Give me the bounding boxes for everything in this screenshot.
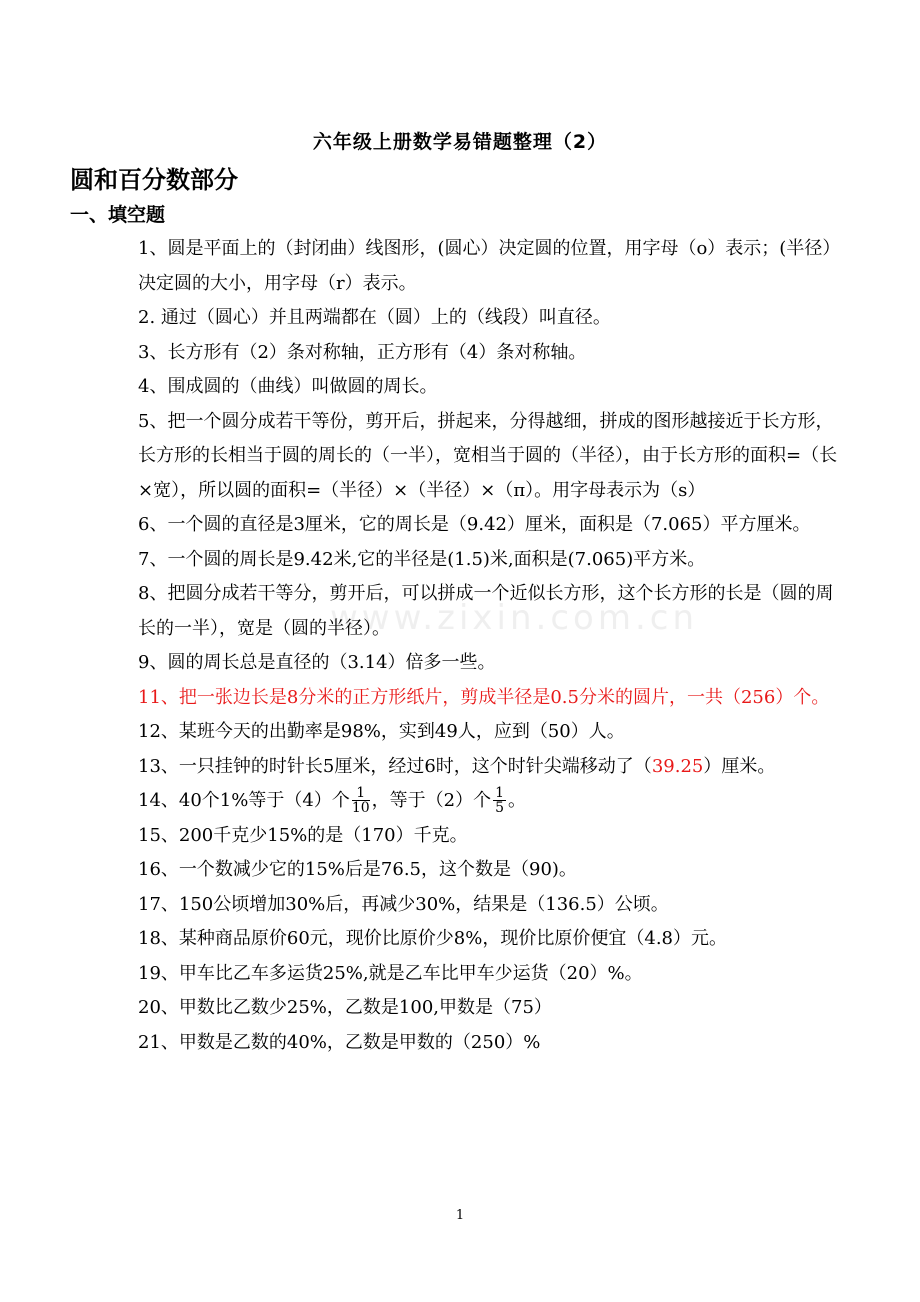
question-16: 16、一个数减少它的15%后是76.5，这个数是（90)。 <box>138 859 577 880</box>
fraction-one-fifth <box>493 786 506 812</box>
question-3: 3、长方形有（2）条对称轴，正方形有（4）条对称轴。 <box>138 341 587 363</box>
question-7: 7、一个圆的周长是9.42米,它的半径是(1.5)米,面积是(7.065)平方米。 <box>138 548 706 570</box>
question-15: 15、200千克少15%的是（170）千克。 <box>138 824 468 846</box>
question-14-text-b: ，等于（2）个 <box>371 790 492 811</box>
question-2: 2. 通过（圆心）并且两端都在（圆）上的（线段）叫直径。 <box>138 307 611 328</box>
question-13 <box>138 750 838 785</box>
question-21: 21、甲数是乙数的40%，乙数是甲数的（250）% <box>138 1031 541 1053</box>
question-17: 17、150公顷增加30%后，再减少30%，结果是（136.5）公顷。 <box>138 893 669 915</box>
question-8: 8、把圆分成若干等分，剪开后，可以拼成一个近似长方形，这个长方形的长是（圆的周长的一半），宽是（圆的半径）。 <box>138 583 834 639</box>
section-heading: 圆和百分数部分 <box>70 166 238 194</box>
page-title: 六年级上册数学易错题整理（2） <box>312 131 608 153</box>
question-13-text-a: 13、一只挂钟的时针长5厘米，经过6时，这个时针尖端移动了（ <box>138 755 652 777</box>
question-6: 6、一个圆的直径是3厘米，它的周长是（9.42）厘米，面积是（7.065）平方厘米。 <box>138 514 811 535</box>
question-19: 19、甲车比乙车多运货25%,就是乙车比甲车少运货（20）%。 <box>138 962 643 984</box>
page-number: 1 <box>455 1208 465 1223</box>
subsection-heading: 一、填空题 <box>70 204 166 226</box>
question-9: 9、圆的周长总是直径的（3.14）倍多一些。 <box>138 652 496 673</box>
question-13-answer: 39.25 <box>651 755 704 777</box>
question-1: 1、圆是平面上的（封闭曲）线图形，(圆心）决定圆的位置，用字母（o）表示；(半径）决定圆的大小，用字母（r）表示。 <box>138 238 832 294</box>
question-14-text-a: 14、40个1%等于（4）个 <box>138 790 350 811</box>
fraction-one-tenth <box>352 786 370 812</box>
question-5: 5、把一个圆分成若干等份，剪开后，拼起来，分得越细，拼成的图形越接近于长方形，长方形的长相当于圆的周长的（一半），宽相当于圆的（半径），由于长方形的面积=（长×宽），所以圆的面积=（半径）×（半径）×（π）。用字母表示为（s） <box>138 410 838 501</box>
fraction-denominator: 10 <box>351 801 370 812</box>
question-4: 4、围成圆的（曲线）叫做圆的周长。 <box>138 376 438 397</box>
fraction-numerator: 1 <box>495 785 505 801</box>
question-18: 18、某种商品原价60元，现价比原价少8%，现价比原价便宜（4.8）元。 <box>138 928 727 949</box>
fraction-numerator: 1 <box>352 786 370 801</box>
question-20: 20、甲数比乙数少25%，乙数是100,甲数是（75） <box>138 997 552 1018</box>
question-14-text-c: 。 <box>508 790 527 811</box>
question-11: 11、把一张边长是8分米的正方形纸片，剪成半径是0.5分米的圆片，一共（256）个。 <box>138 686 830 708</box>
question-14 <box>138 784 838 819</box>
question-list <box>138 232 838 1060</box>
fraction-denominator: 5 <box>495 801 505 812</box>
question-13-text-b: ）厘米。 <box>703 755 776 777</box>
question-12: 12、某班今天的出勤率是98%，实到49人，应到（50）人。 <box>138 721 625 742</box>
watermark: www.zixin.com.cn <box>330 598 698 638</box>
